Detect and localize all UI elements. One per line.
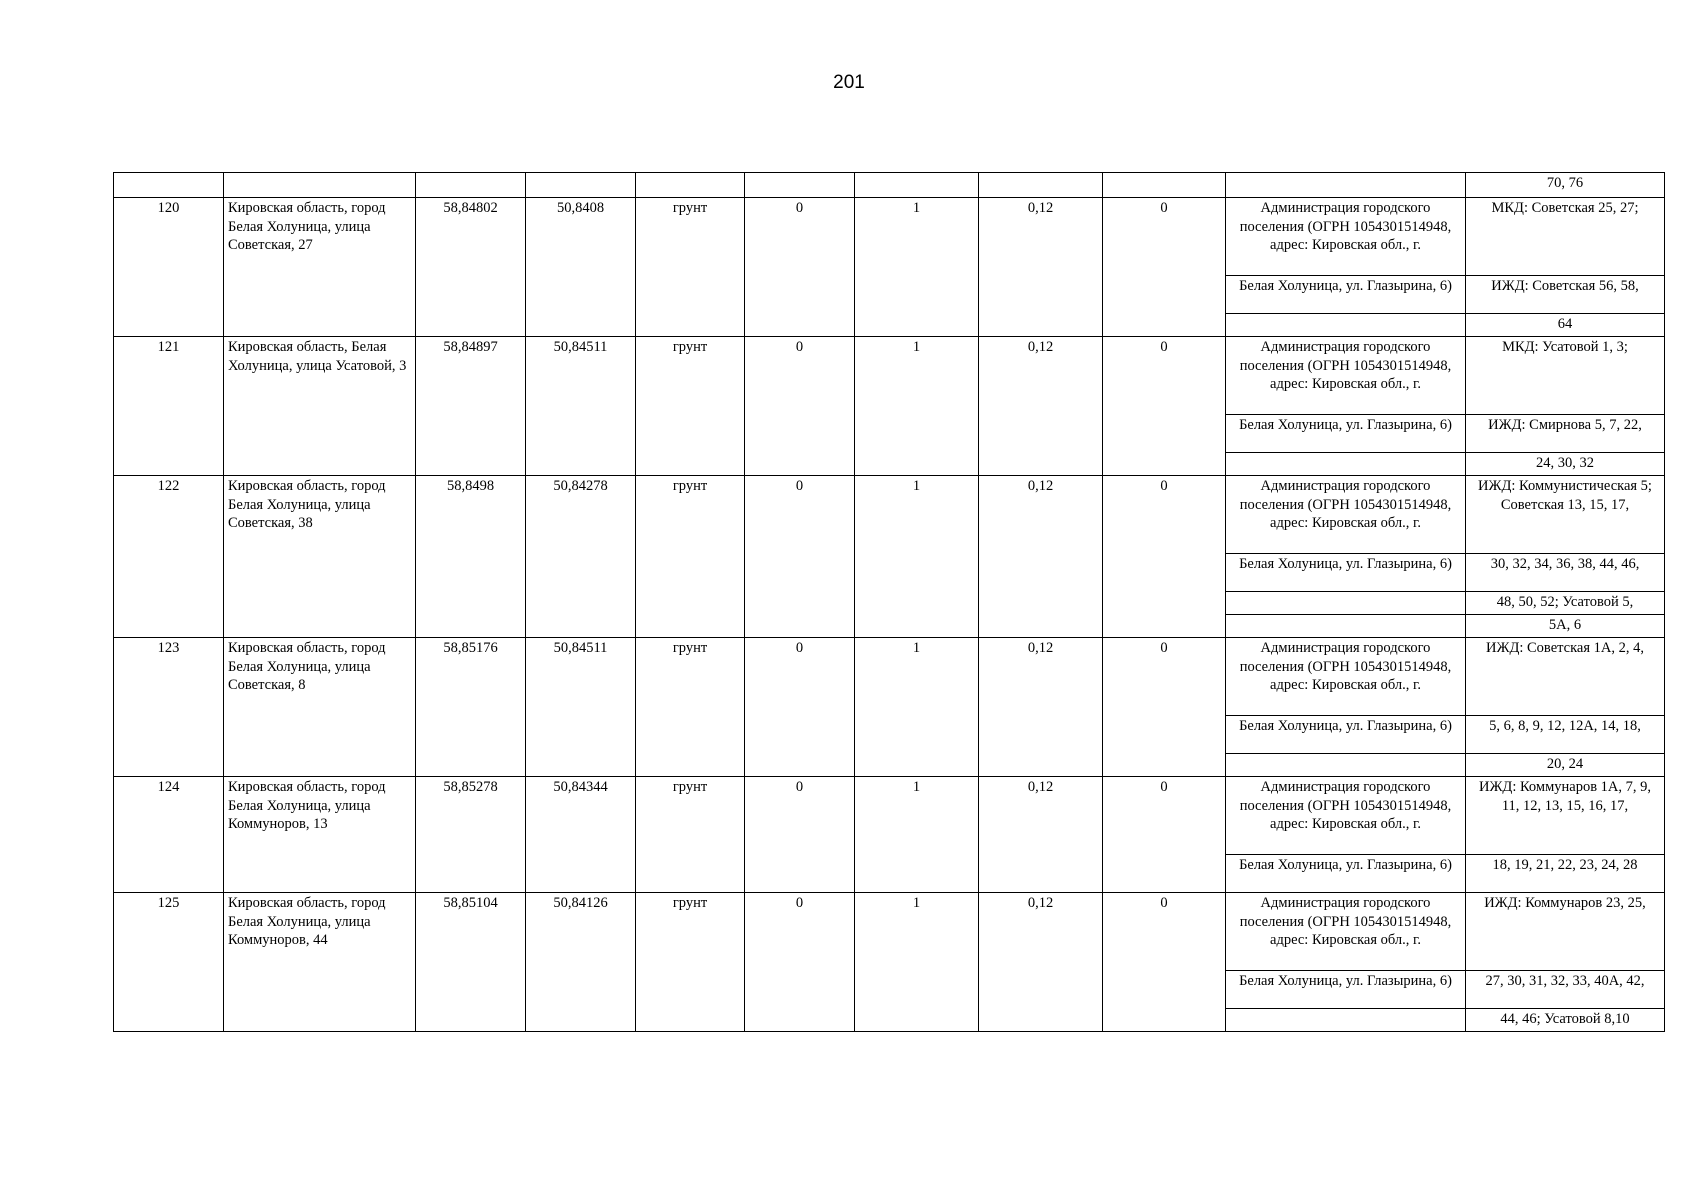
cell-address: Кировская область, Белая Холуница, улица Усатовой, 3 (224, 337, 416, 476)
cell-col5: 0 (745, 198, 855, 337)
table-row (114, 476, 1665, 554)
cell-number: 124 (114, 777, 224, 893)
cell-schemes: 48, 50, 52; Усатовой 5, (1466, 592, 1665, 615)
cell-schemes: ИЖД: Советская 56, 58, (1466, 276, 1665, 314)
cell-surface: грунт (636, 777, 745, 893)
cell-col6: 1 (855, 893, 979, 1032)
cell-number: 125 (114, 893, 224, 1032)
cell-latitude: 58,8498 (416, 476, 526, 638)
cell-number: 120 (114, 198, 224, 337)
cell-schemes: ИЖД: Коммунистическая 5; Советская 13, 15, 17, (1466, 476, 1665, 554)
cell-longitude: 50,84511 (526, 337, 636, 476)
cell-schemes: 27, 30, 31, 32, 33, 40А, 42, (1466, 971, 1665, 1009)
cell-owner: Администрация городского поселения (ОГРН 1054301514948, адрес: Кировская обл., г. (1226, 198, 1466, 276)
cell-owner: Белая Холуница, ул. Глазырина, 6) (1226, 971, 1466, 1009)
cell-owner: Администрация городского поселения (ОГРН 1054301514948, адрес: Кировская обл., г. (1226, 893, 1466, 971)
cell-schemes: ИЖД: Коммунаров 1А, 7, 9, 11, 12, 13, 15, 16, 17, (1466, 777, 1665, 855)
cell-address: Кировская область, город Белая Холуница, улица Коммуноров, 13 (224, 777, 416, 893)
cell-col5: 0 (745, 777, 855, 893)
cell-col5: 0 (745, 337, 855, 476)
cell-schemes: МКД: Усатовой 1, 3; (1466, 337, 1665, 415)
cell-longitude: 50,84126 (526, 893, 636, 1032)
cell-col7: 0,12 (979, 337, 1103, 476)
cell-surface: грунт (636, 476, 745, 638)
cell-surface: грунт (636, 638, 745, 777)
cell-number: 122 (114, 476, 224, 638)
cell-address: Кировская область, город Белая Холуница, улица Советская, 8 (224, 638, 416, 777)
cell-schemes: 20, 24 (1466, 754, 1665, 777)
cell-col5: 0 (745, 476, 855, 638)
cell-address: Кировская область, город Белая Холуница, улица Коммуноров, 44 (224, 893, 416, 1032)
cell-owner: Администрация городского поселения (ОГРН 1054301514948, адрес: Кировская обл., г. (1226, 337, 1466, 415)
table-row (114, 337, 1665, 415)
cell-col7: 0,12 (979, 777, 1103, 893)
cell-col8: 0 (1103, 476, 1226, 638)
cell-schemes: 30, 32, 34, 36, 38, 44, 46, (1466, 554, 1665, 592)
cell-surface: грунт (636, 893, 745, 1032)
cell-col6: 1 (855, 638, 979, 777)
cell-col7: 0,12 (979, 198, 1103, 337)
cell-schemes: 64 (1466, 314, 1665, 337)
cell-latitude: 58,85278 (416, 777, 526, 893)
cell-col6: 1 (855, 198, 979, 337)
cell-col8: 0 (1103, 337, 1226, 476)
cell-col7: 0,12 (979, 893, 1103, 1032)
cell-surface: грунт (636, 337, 745, 476)
page-number: 201 (833, 72, 865, 93)
cell-owner: Белая Холуница, ул. Глазырина, 6) (1226, 554, 1466, 592)
cell-owner: Белая Холуница, ул. Глазырина, 6) (1226, 415, 1466, 453)
table-row (114, 777, 1665, 855)
cell-address: Кировская область, город Белая Холуница, улица Советская, 38 (224, 476, 416, 638)
cell-col6: 1 (855, 476, 979, 638)
cell-schemes: ИЖД: Советская 1А, 2, 4, (1466, 638, 1665, 716)
cell-latitude: 58,85176 (416, 638, 526, 777)
cell-schemes: МКД: Советская 25, 27; (1466, 198, 1665, 276)
container-sites-table (113, 172, 1665, 1032)
cell-address: Кировская область, город Белая Холуница, улица Советская, 27 (224, 198, 416, 337)
cell-owner: Администрация городского поселения (ОГРН 1054301514948, адрес: Кировская обл., г. (1226, 638, 1466, 716)
cell-owner: Белая Холуница, ул. Глазырина, 6) (1226, 855, 1466, 893)
cell-owner: Белая Холуница, ул. Глазырина, 6) (1226, 716, 1466, 754)
cell-schemes: ИЖД: Коммунаров 23, 25, (1466, 893, 1665, 971)
cell-longitude: 50,8408 (526, 198, 636, 337)
cell-schemes: 24, 30, 32 (1466, 453, 1665, 476)
cell-longitude: 50,84344 (526, 777, 636, 893)
cell-number: 123 (114, 638, 224, 777)
cell-col8: 0 (1103, 777, 1226, 893)
cell-owner: Администрация городского поселения (ОГРН 1054301514948, адрес: Кировская обл., г. (1226, 476, 1466, 554)
cell-col5: 0 (745, 638, 855, 777)
cell-schemes: 5А, 6 (1466, 615, 1665, 638)
cell-number: 121 (114, 337, 224, 476)
cell-longitude: 50,84278 (526, 476, 636, 638)
cell-longitude: 50,84511 (526, 638, 636, 777)
cell-surface: грунт (636, 198, 745, 337)
cell-col7: 0,12 (979, 476, 1103, 638)
cell-col8: 0 (1103, 198, 1226, 337)
cell-schemes: ИЖД: Смирнова 5, 7, 22, (1466, 415, 1665, 453)
cell-col6: 1 (855, 777, 979, 893)
table-row-continuation (114, 173, 1665, 198)
table-row (114, 198, 1665, 276)
cell-owner: Белая Холуница, ул. Глазырина, 6) (1226, 276, 1466, 314)
cell-col6: 1 (855, 337, 979, 476)
table-row (114, 638, 1665, 716)
table-row (114, 893, 1665, 971)
cell-col8: 0 (1103, 893, 1226, 1032)
cell-schemes: 44, 46; Усатовой 8,10 (1466, 1009, 1665, 1032)
cell-col8: 0 (1103, 638, 1226, 777)
cell-schemes: 5, 6, 8, 9, 12, 12А, 14, 18, (1466, 716, 1665, 754)
cell-schemes: 70, 76 (1466, 173, 1665, 198)
cell-col7: 0,12 (979, 638, 1103, 777)
cell-latitude: 58,84897 (416, 337, 526, 476)
cell-owner: Администрация городского поселения (ОГРН 1054301514948, адрес: Кировская обл., г. (1226, 777, 1466, 855)
cell-col5: 0 (745, 893, 855, 1032)
cell-latitude: 58,85104 (416, 893, 526, 1032)
cell-latitude: 58,84802 (416, 198, 526, 337)
cell-schemes: 18, 19, 21, 22, 23, 24, 28 (1466, 855, 1665, 893)
